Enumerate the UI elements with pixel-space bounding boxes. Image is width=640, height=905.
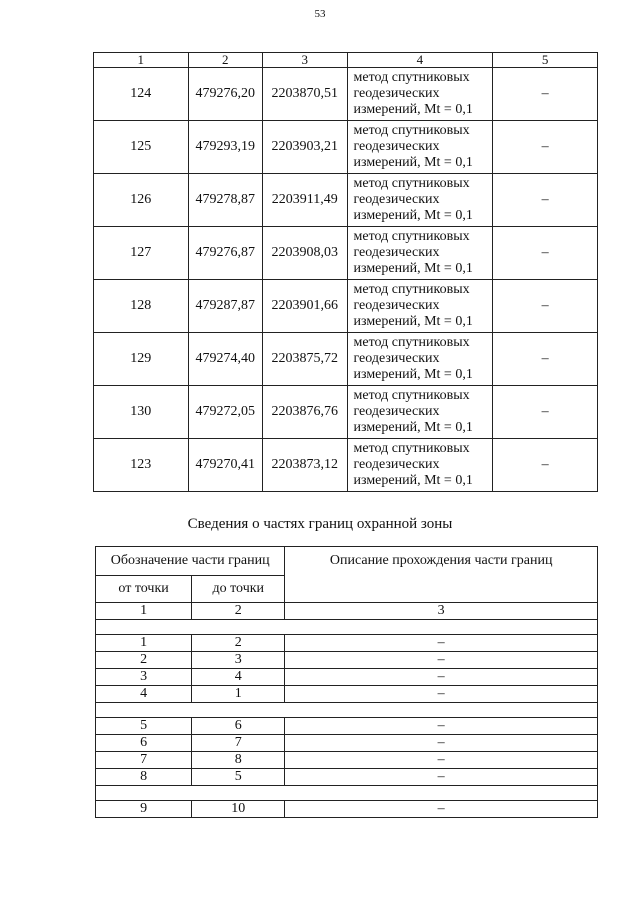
method-cell bbox=[347, 174, 493, 227]
description-cell: – bbox=[285, 735, 598, 752]
method-line: измерений, Mt = 0,1 bbox=[353, 314, 473, 329]
method-line: измерений, Mt = 0,1 bbox=[353, 261, 473, 276]
column-number-5: 5 bbox=[493, 53, 598, 68]
method-line: метод спутниковых bbox=[353, 70, 470, 85]
column-5-cell: – bbox=[493, 174, 598, 227]
point-number-cell: 127 bbox=[94, 227, 189, 280]
table-row bbox=[96, 669, 598, 686]
to-point-header: до точки bbox=[192, 576, 285, 603]
y-coordinate-cell: 2203901,66 bbox=[263, 280, 348, 333]
x-coordinate-cell: 479287,87 bbox=[188, 280, 262, 333]
from-point-cell: 5 bbox=[96, 718, 192, 735]
description-cell: – bbox=[285, 669, 598, 686]
to-point-cell: 3 bbox=[192, 652, 285, 669]
column-5-cell: – bbox=[493, 68, 598, 121]
method-line: геодезических bbox=[353, 351, 440, 366]
table-row bbox=[96, 686, 598, 703]
coordinates-header-row bbox=[94, 53, 598, 68]
method-cell bbox=[347, 68, 493, 121]
description-cell: – bbox=[285, 652, 598, 669]
table-row bbox=[94, 68, 598, 121]
to-point-cell: 4 bbox=[192, 669, 285, 686]
from-point-cell: 8 bbox=[96, 769, 192, 786]
boundary-parts-table bbox=[95, 546, 598, 818]
parts-column-number-3: 3 bbox=[285, 603, 598, 620]
table-row bbox=[94, 333, 598, 386]
table-row bbox=[94, 439, 598, 492]
table-row bbox=[94, 386, 598, 439]
to-point-cell: 10 bbox=[192, 801, 285, 818]
method-cell bbox=[347, 386, 493, 439]
table-row bbox=[96, 718, 598, 735]
x-coordinate-cell: 479278,87 bbox=[188, 174, 262, 227]
column-number-2: 2 bbox=[188, 53, 262, 68]
point-number-cell: 128 bbox=[94, 280, 189, 333]
y-coordinate-cell: 2203870,51 bbox=[263, 68, 348, 121]
parts-column-number-2: 2 bbox=[192, 603, 285, 620]
from-point-cell: 7 bbox=[96, 752, 192, 769]
parts-column-numbers-row bbox=[96, 603, 598, 620]
column-number-4: 4 bbox=[347, 53, 493, 68]
y-coordinate-cell: 2203908,03 bbox=[263, 227, 348, 280]
column-number-3: 3 bbox=[263, 53, 348, 68]
method-line: метод спутниковых bbox=[353, 388, 470, 403]
to-point-cell: 5 bbox=[192, 769, 285, 786]
x-coordinate-cell: 479274,40 bbox=[188, 333, 262, 386]
method-cell bbox=[347, 227, 493, 280]
from-point-cell: 4 bbox=[96, 686, 192, 703]
method-line: метод спутниковых bbox=[353, 441, 470, 456]
method-line: геодезических bbox=[353, 192, 440, 207]
column-5-cell: – bbox=[493, 333, 598, 386]
x-coordinate-cell: 479270,41 bbox=[188, 439, 262, 492]
separator-row bbox=[96, 620, 598, 635]
method-line: геодезических bbox=[353, 404, 440, 419]
table-row bbox=[94, 227, 598, 280]
point-number-cell: 126 bbox=[94, 174, 189, 227]
method-line: измерений, Mt = 0,1 bbox=[353, 420, 473, 435]
x-coordinate-cell: 479276,20 bbox=[188, 68, 262, 121]
table-row bbox=[96, 735, 598, 752]
table-row bbox=[96, 801, 598, 818]
section-title: Сведения о частях границ охранной зоны bbox=[187, 516, 453, 532]
method-line: метод спутниковых bbox=[353, 335, 470, 350]
method-line: измерений, Mt = 0,1 bbox=[353, 102, 473, 117]
table-row bbox=[96, 635, 598, 652]
method-line: геодезических bbox=[353, 298, 440, 313]
column-5-cell: – bbox=[493, 439, 598, 492]
description-cell: – bbox=[285, 686, 598, 703]
point-number-cell: 129 bbox=[94, 333, 189, 386]
description-cell: – bbox=[285, 801, 598, 818]
y-coordinate-cell: 2203903,21 bbox=[263, 121, 348, 174]
method-line: измерений, Mt = 0,1 bbox=[353, 155, 473, 170]
method-cell bbox=[347, 121, 493, 174]
description-header: Описание прохождения части границ bbox=[285, 547, 598, 603]
method-line: измерений, Mt = 0,1 bbox=[353, 473, 473, 488]
to-point-cell: 2 bbox=[192, 635, 285, 652]
description-cell: – bbox=[285, 752, 598, 769]
point-number-cell: 123 bbox=[94, 439, 189, 492]
table-row bbox=[94, 174, 598, 227]
table-row bbox=[96, 752, 598, 769]
from-point-cell: 6 bbox=[96, 735, 192, 752]
x-coordinate-cell: 479293,19 bbox=[188, 121, 262, 174]
point-number-cell: 125 bbox=[94, 121, 189, 174]
from-point-cell: 9 bbox=[96, 801, 192, 818]
y-coordinate-cell: 2203873,12 bbox=[263, 439, 348, 492]
parts-column-number-1: 1 bbox=[96, 603, 192, 620]
designation-header: Обозначение части границ bbox=[96, 547, 285, 576]
method-line: геодезических bbox=[353, 245, 440, 260]
method-line: геодезических bbox=[353, 139, 440, 154]
from-point-cell: 3 bbox=[96, 669, 192, 686]
to-point-cell: 7 bbox=[192, 735, 285, 752]
method-line: измерений, Mt = 0,1 bbox=[353, 367, 473, 382]
from-point-cell: 2 bbox=[96, 652, 192, 669]
to-point-cell: 6 bbox=[192, 718, 285, 735]
separator-cell bbox=[96, 786, 598, 801]
separator-row bbox=[96, 703, 598, 718]
page-number: 53 bbox=[314, 8, 326, 20]
from-point-header: от точки bbox=[96, 576, 192, 603]
method-line: метод спутниковых bbox=[353, 123, 470, 138]
column-number-1: 1 bbox=[94, 53, 189, 68]
from-point-cell: 1 bbox=[96, 635, 192, 652]
table-row bbox=[96, 652, 598, 669]
table-row bbox=[96, 769, 598, 786]
table-row bbox=[94, 280, 598, 333]
column-5-cell: – bbox=[493, 227, 598, 280]
separator-cell bbox=[96, 620, 598, 635]
description-cell: – bbox=[285, 718, 598, 735]
description-cell: – bbox=[285, 769, 598, 786]
y-coordinate-cell: 2203876,76 bbox=[263, 386, 348, 439]
method-cell bbox=[347, 280, 493, 333]
method-cell bbox=[347, 439, 493, 492]
coordinates-table bbox=[93, 52, 598, 492]
description-cell: – bbox=[285, 635, 598, 652]
to-point-cell: 1 bbox=[192, 686, 285, 703]
separator-row bbox=[96, 786, 598, 801]
method-cell bbox=[347, 333, 493, 386]
y-coordinate-cell: 2203911,49 bbox=[263, 174, 348, 227]
method-line: метод спутниковых bbox=[353, 229, 470, 244]
point-number-cell: 130 bbox=[94, 386, 189, 439]
method-line: метод спутниковых bbox=[353, 176, 470, 191]
parts-header-row bbox=[96, 547, 598, 576]
method-line: измерений, Mt = 0,1 bbox=[353, 208, 473, 223]
x-coordinate-cell: 479276,87 bbox=[188, 227, 262, 280]
column-5-cell: – bbox=[493, 386, 598, 439]
column-5-cell: – bbox=[493, 121, 598, 174]
separator-cell bbox=[96, 703, 598, 718]
point-number-cell: 124 bbox=[94, 68, 189, 121]
method-line: метод спутниковых bbox=[353, 282, 470, 297]
table-row bbox=[94, 121, 598, 174]
method-line: геодезических bbox=[353, 457, 440, 472]
x-coordinate-cell: 479272,05 bbox=[188, 386, 262, 439]
y-coordinate-cell: 2203875,72 bbox=[263, 333, 348, 386]
method-line: геодезических bbox=[353, 86, 440, 101]
column-5-cell: – bbox=[493, 280, 598, 333]
to-point-cell: 8 bbox=[192, 752, 285, 769]
